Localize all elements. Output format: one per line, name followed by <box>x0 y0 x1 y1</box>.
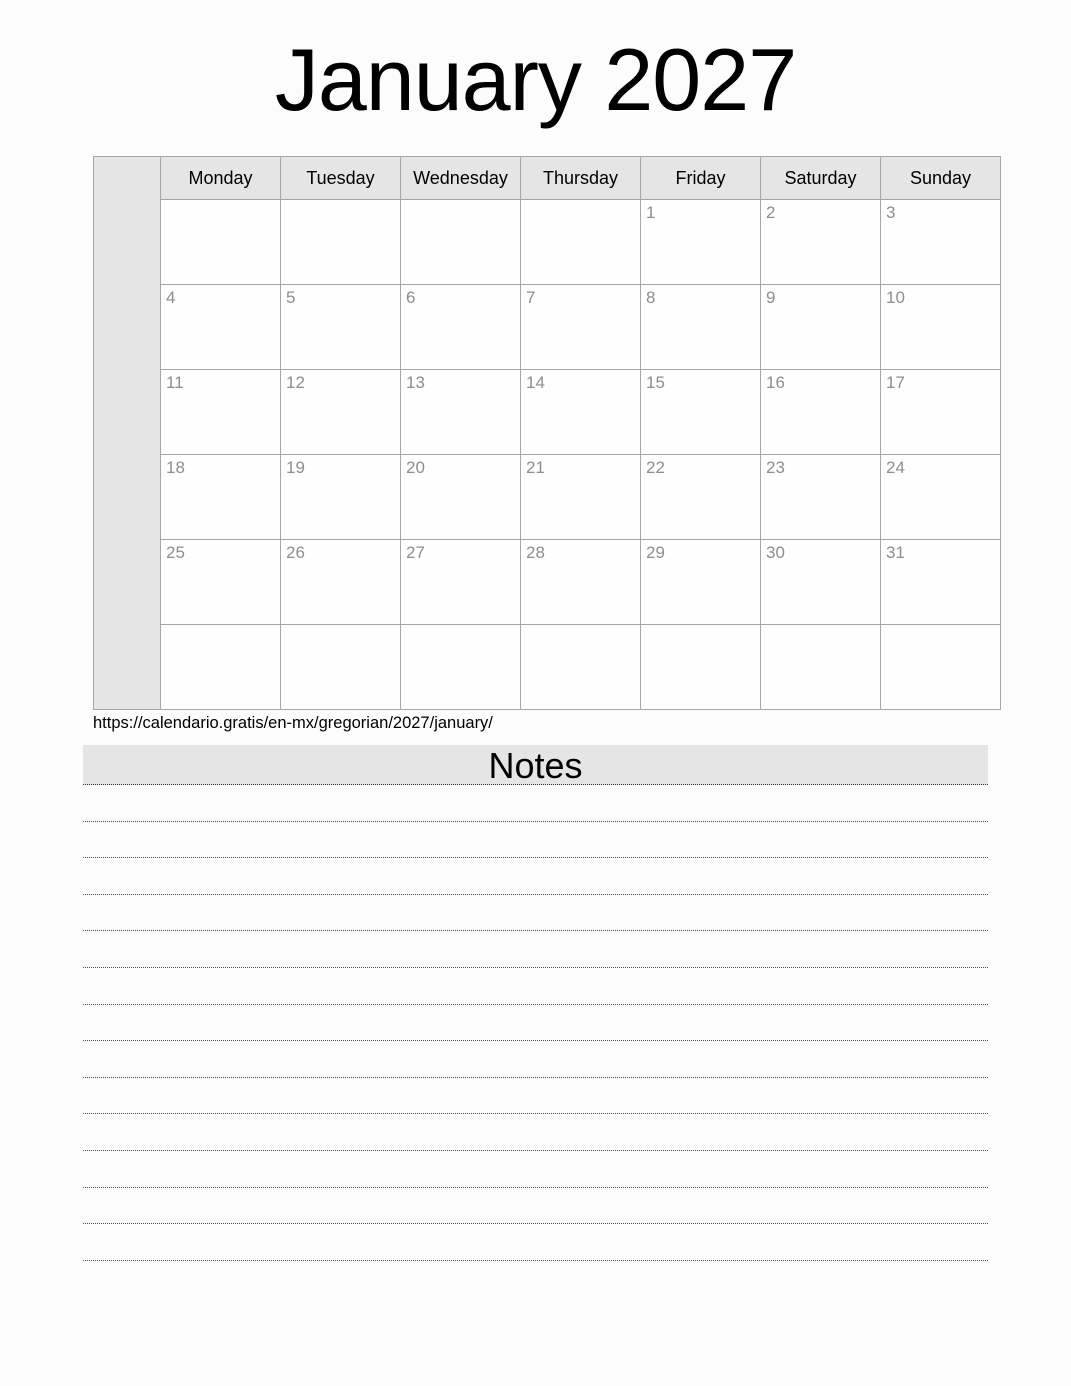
day-cell-2: 2 <box>761 200 881 285</box>
day-cell-23: 23 <box>761 455 881 540</box>
day-cell-empty <box>761 625 881 710</box>
day-cell-empty <box>281 625 401 710</box>
weekday-header-wednesday: Wednesday <box>401 157 521 200</box>
day-cell-13: 13 <box>401 370 521 455</box>
notes-header: Notes <box>83 745 988 785</box>
note-line <box>83 1151 988 1188</box>
day-cell-empty <box>161 625 281 710</box>
week-row <box>94 285 1001 370</box>
week-row <box>94 455 1001 540</box>
note-line <box>83 895 988 932</box>
calendar-table <box>93 156 1001 710</box>
week-row <box>94 540 1001 625</box>
source-url: https://calendario.gratis/en-mx/gregorian/2027/january/ <box>93 714 493 732</box>
day-cell-7: 7 <box>521 285 641 370</box>
note-line <box>83 785 988 822</box>
day-cell-11: 11 <box>161 370 281 455</box>
week-row <box>94 625 1001 710</box>
day-cell-24: 24 <box>881 455 1001 540</box>
day-cell-5: 5 <box>281 285 401 370</box>
note-line <box>83 1078 988 1115</box>
weekday-header-tuesday: Tuesday <box>281 157 401 200</box>
day-cell-empty <box>521 625 641 710</box>
day-cell-8: 8 <box>641 285 761 370</box>
day-cell-19: 19 <box>281 455 401 540</box>
day-cell-22: 22 <box>641 455 761 540</box>
week-row <box>94 200 1001 285</box>
note-line <box>83 968 988 1005</box>
day-cell-16: 16 <box>761 370 881 455</box>
weekday-header-monday: Monday <box>161 157 281 200</box>
week-number-column <box>94 157 161 710</box>
notes-section <box>83 745 988 1261</box>
weekday-header-thursday: Thursday <box>521 157 641 200</box>
week-row <box>94 370 1001 455</box>
note-line <box>83 1224 988 1261</box>
weekday-header-saturday: Saturday <box>761 157 881 200</box>
day-cell-26: 26 <box>281 540 401 625</box>
note-line <box>83 1114 988 1151</box>
day-cell-empty <box>641 625 761 710</box>
day-cell-4: 4 <box>161 285 281 370</box>
note-line <box>83 1041 988 1078</box>
day-cell-31: 31 <box>881 540 1001 625</box>
weekday-header-row <box>94 157 1001 200</box>
day-cell-1: 1 <box>641 200 761 285</box>
day-cell-21: 21 <box>521 455 641 540</box>
day-cell-15: 15 <box>641 370 761 455</box>
day-cell-3: 3 <box>881 200 1001 285</box>
day-cell-9: 9 <box>761 285 881 370</box>
day-cell-30: 30 <box>761 540 881 625</box>
day-cell-empty <box>281 200 401 285</box>
day-cell-17: 17 <box>881 370 1001 455</box>
day-cell-25: 25 <box>161 540 281 625</box>
note-line <box>83 931 988 968</box>
day-cell-empty <box>521 200 641 285</box>
notes-lines <box>83 785 988 1261</box>
day-cell-10: 10 <box>881 285 1001 370</box>
note-line <box>83 1005 988 1042</box>
note-line <box>83 1188 988 1225</box>
day-cell-empty <box>401 200 521 285</box>
page-title: January 2027 <box>274 30 797 129</box>
day-cell-6: 6 <box>401 285 521 370</box>
day-cell-14: 14 <box>521 370 641 455</box>
day-cell-12: 12 <box>281 370 401 455</box>
note-line <box>83 822 988 859</box>
day-cell-29: 29 <box>641 540 761 625</box>
weekday-header-friday: Friday <box>641 157 761 200</box>
day-cell-18: 18 <box>161 455 281 540</box>
day-cell-28: 28 <box>521 540 641 625</box>
day-cell-20: 20 <box>401 455 521 540</box>
weekday-header-sunday: Sunday <box>881 157 1001 200</box>
day-cell-27: 27 <box>401 540 521 625</box>
day-cell-empty <box>881 625 1001 710</box>
day-cell-empty <box>161 200 281 285</box>
day-cell-empty <box>401 625 521 710</box>
note-line <box>83 858 988 895</box>
